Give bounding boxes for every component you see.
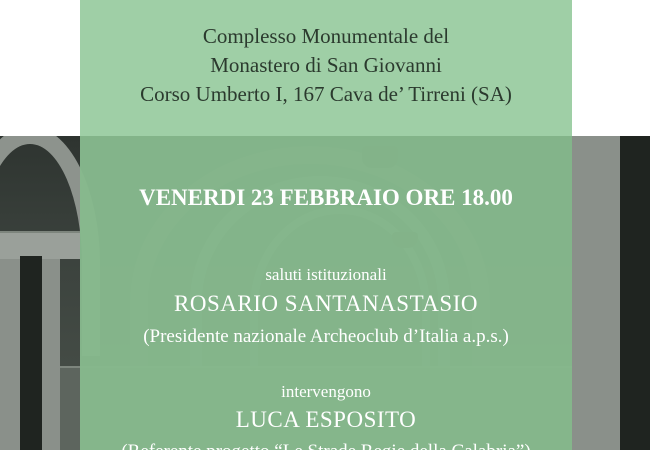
cloister-pillar — [620, 136, 650, 450]
event-date: VENERDI 23 FEBBRAIO ORE 18.00 — [139, 185, 513, 210]
venue-line-1: Complesso Monumentale del — [202, 24, 450, 48]
speaker-intro: intervengono — [281, 382, 371, 401]
speaker-name: LUCA ESPOSITO — [235, 407, 417, 432]
pillar-capital — [0, 231, 80, 259]
venue-line-2: Monastero di San Giovanni — [210, 53, 442, 77]
speaker-name: ROSARIO SANTANASTASIO — [174, 291, 478, 316]
speaker-role: (Referente progetto “Le Strade Regie della Calabria”) — [121, 441, 531, 462]
speaker-intro: saluti istituzionali — [265, 265, 387, 284]
cloister-pillar — [20, 256, 42, 450]
cloister-pillar — [572, 136, 620, 450]
venue-address: Corso Umberto I, 167 Cava de’ Tirreni (SA) — [140, 82, 512, 106]
speaker-role: (Presidente nazionale Archeoclub d’Italia a.p.s.) — [143, 326, 509, 347]
